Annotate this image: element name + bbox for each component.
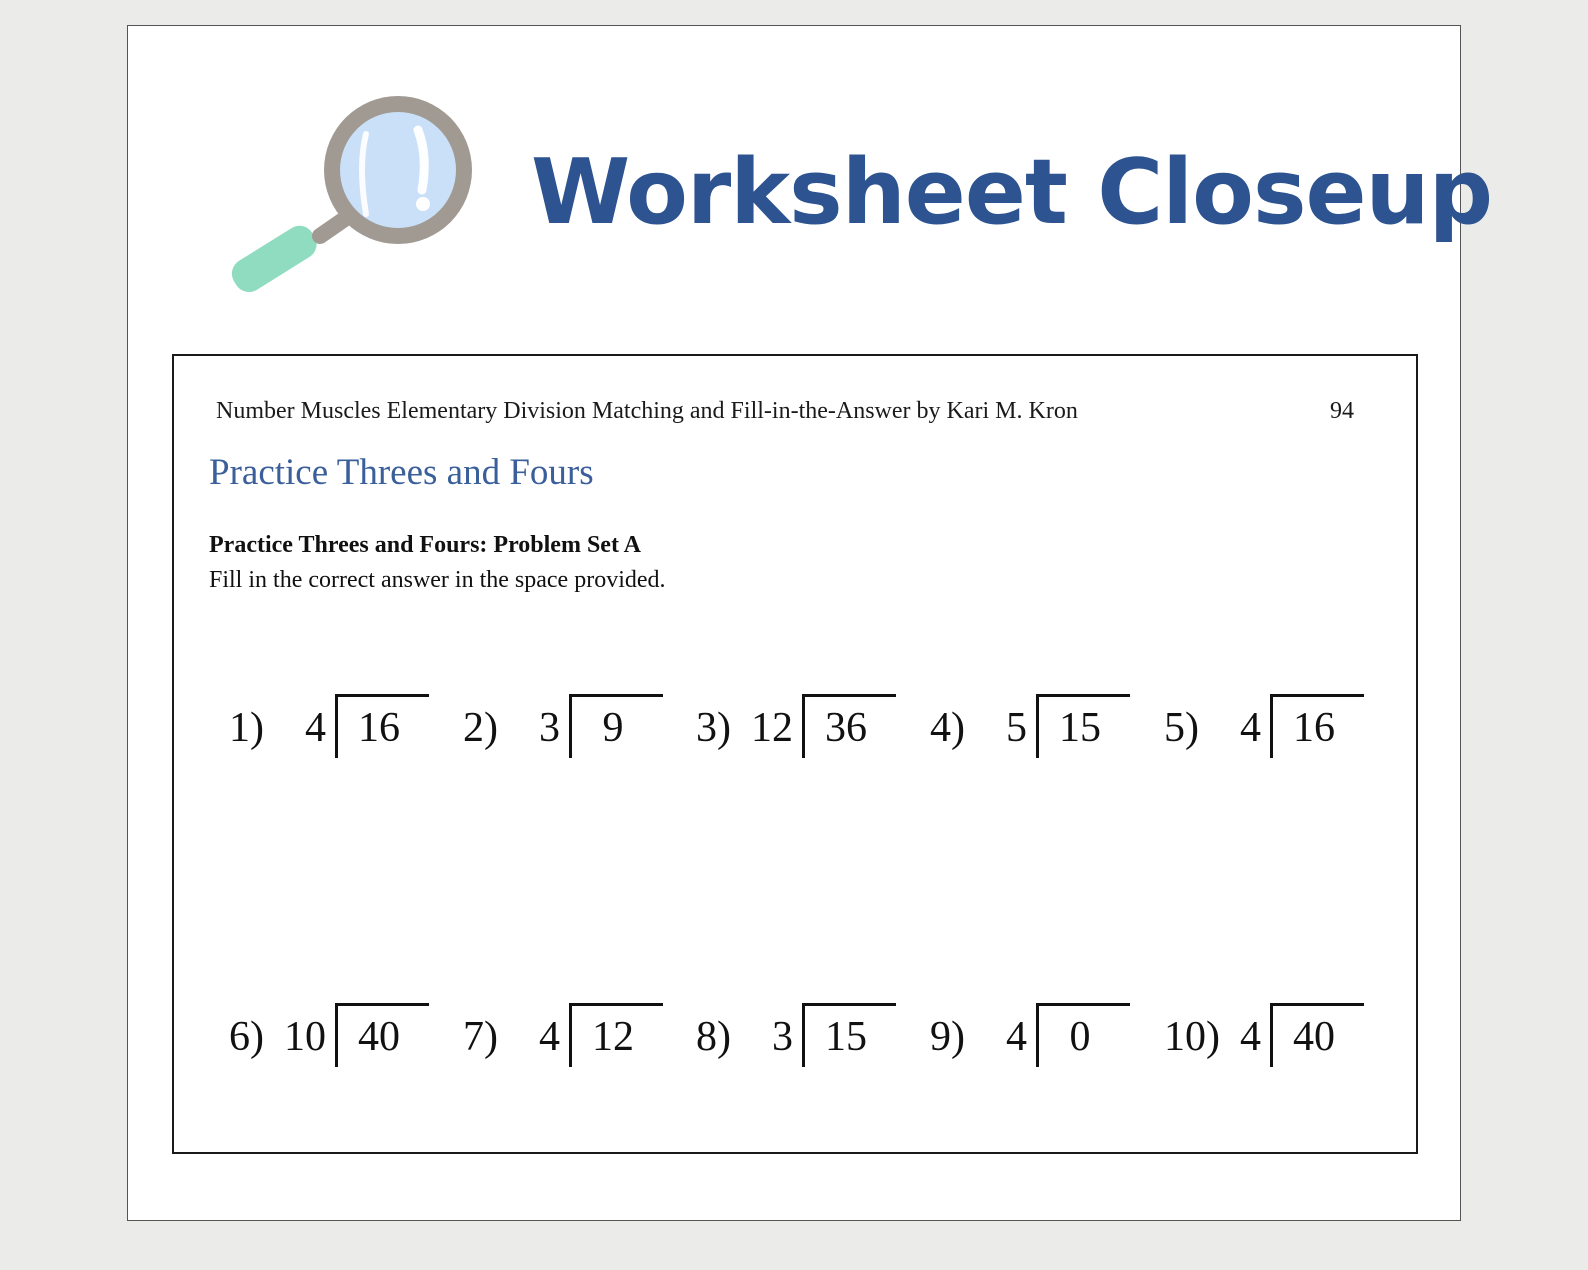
problem-number: 1) <box>229 705 264 751</box>
dividend: 0 <box>1069 1014 1091 1060</box>
division-problem <box>930 1003 1130 1073</box>
problem-number: 9) <box>930 1014 965 1060</box>
problem-number: 6) <box>229 1014 264 1060</box>
divisor: 3 <box>772 1014 793 1060</box>
division-problem <box>1164 1003 1364 1073</box>
worksheet-closeup-card <box>127 25 1493 1221</box>
divisor: 4 <box>1006 1014 1027 1060</box>
divisor: 4 <box>305 705 326 751</box>
division-problem <box>463 1003 663 1073</box>
problem-number: 8) <box>696 1014 731 1060</box>
problem-number: 4) <box>930 705 965 751</box>
divisor: 4 <box>539 1014 560 1060</box>
dividend: 15 <box>825 1014 867 1060</box>
division-bracket <box>802 1003 896 1067</box>
running-head: Number Muscles Elementary Division Matching and Fill-in-the-Answer by Kari M. Kron <box>216 398 1078 424</box>
dividend: 40 <box>1293 1014 1335 1060</box>
division-problem <box>1164 694 1364 764</box>
division-bracket <box>1036 694 1130 758</box>
divisor: 3 <box>539 705 560 751</box>
dividend: 15 <box>1059 705 1101 751</box>
problem-number: 7) <box>463 1014 498 1060</box>
problem-number: 10) <box>1164 1014 1220 1060</box>
worksheet-page <box>172 354 1418 1154</box>
dividend: 12 <box>592 1014 634 1060</box>
problem-number: 5) <box>1164 705 1199 751</box>
section-title: Practice Threes and Fours <box>209 452 594 493</box>
division-problem <box>229 1003 429 1073</box>
divisor: 12 <box>751 705 793 751</box>
division-problem <box>696 694 896 764</box>
banner-title: Worksheet Closeup <box>531 140 1493 245</box>
divisor: 4 <box>1240 1014 1261 1060</box>
divisor: 10 <box>284 1014 326 1060</box>
division-bracket <box>802 694 896 758</box>
instructions: Fill in the correct answer in the space provided. <box>209 567 666 593</box>
division-bracket <box>1270 694 1364 758</box>
division-bracket <box>1270 1003 1364 1067</box>
divisor: 5 <box>1006 705 1027 751</box>
dividend: 16 <box>358 705 400 751</box>
division-problem <box>696 1003 896 1073</box>
division-problem <box>930 694 1130 764</box>
division-bracket <box>569 1003 663 1067</box>
division-bracket <box>569 694 663 758</box>
problem-set-title: Practice Threes and Fours: Problem Set A <box>209 532 641 558</box>
divisor: 4 <box>1240 705 1261 751</box>
division-problem <box>229 694 429 764</box>
dividend: 9 <box>602 705 624 751</box>
problem-number: 2) <box>463 705 498 751</box>
magnifying-glass-icon <box>228 86 498 296</box>
division-bracket <box>1036 1003 1130 1067</box>
dividend: 36 <box>825 705 867 751</box>
division-problem <box>463 694 663 764</box>
dividend: 40 <box>358 1014 400 1060</box>
division-bracket <box>335 694 429 758</box>
problem-number: 3) <box>696 705 731 751</box>
division-bracket <box>335 1003 429 1067</box>
page-number: 94 <box>1330 398 1354 424</box>
dividend: 16 <box>1293 705 1335 751</box>
